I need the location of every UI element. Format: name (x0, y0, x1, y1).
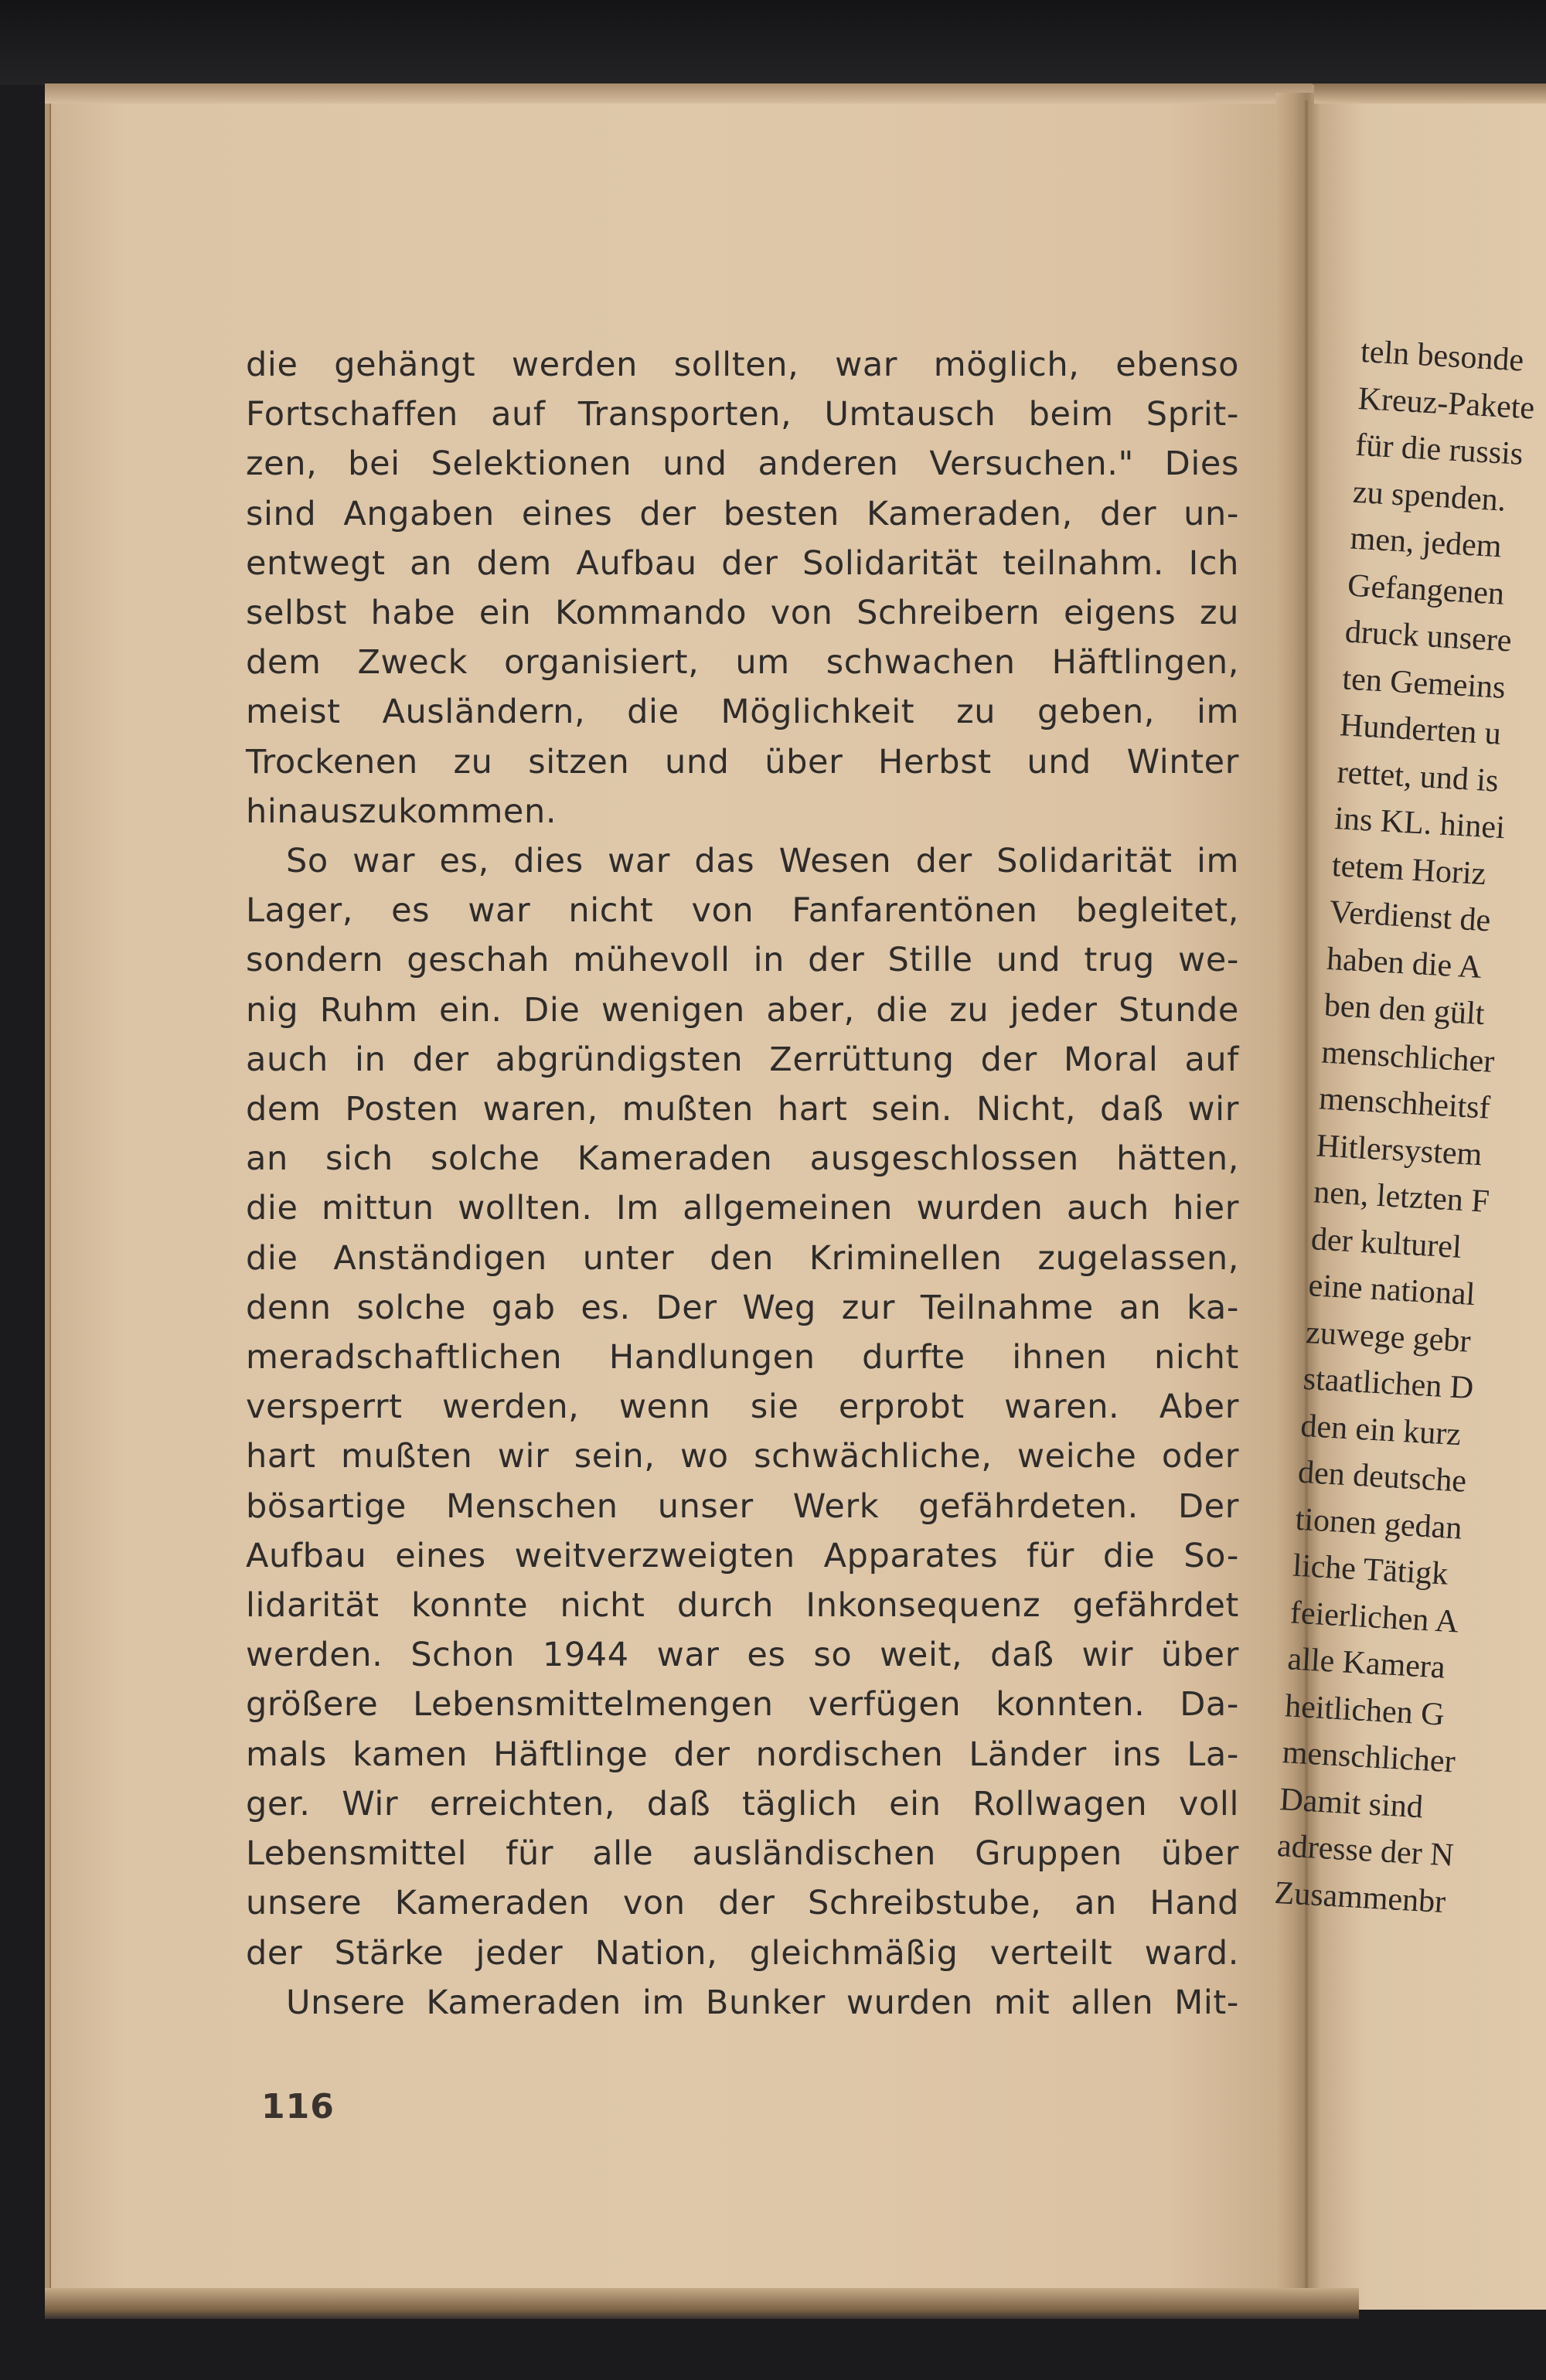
text-line: ten Gemeins (1341, 660, 1507, 706)
text-line: menschheitsf (1318, 1081, 1491, 1126)
text-line: für die russis (1354, 427, 1524, 472)
text-line: zu spenden. (1351, 474, 1507, 519)
text-line: Damit sind (1279, 1781, 1425, 1825)
text-line: werden. Schon 1944 war es so weit, daß wir über (246, 1636, 1239, 1675)
text-line: adresse der N (1275, 1827, 1455, 1874)
gutter-crease (1305, 100, 1308, 2296)
text-line: sondern geschah mühevoll in der Stille und trug we- (246, 941, 1239, 980)
text-line: zen, bei Selektionen und anderen Versuchen." Dies (246, 444, 1239, 484)
text-line: heitlichen G (1284, 1687, 1446, 1733)
book-bottom-edge (45, 2288, 1359, 2319)
text-line: feierlichen A (1289, 1594, 1460, 1640)
right-page-top-edge (1314, 83, 1546, 104)
text-line: alle Kamera (1286, 1641, 1446, 1686)
text-line: Gefangenen (1347, 567, 1506, 612)
left-page-top-edge (45, 83, 1313, 104)
text-line: So war es, dies war das Wesen der Solidarität im (286, 842, 1239, 881)
text-line: der kulturel (1309, 1221, 1463, 1265)
text-line: druck unsere (1343, 614, 1513, 659)
text-line: Fortschaffen auf Transporten, Umtausch beim Sprit- (246, 395, 1239, 434)
text-line: ben den gült (1323, 987, 1486, 1033)
text-line: selbst habe ein Kommando von Schreibern eigens zu (246, 594, 1239, 633)
text-line: denn solche gab es. Der Weg zur Teilnahme an ka- (246, 1288, 1239, 1327)
text-line: haben die A (1326, 941, 1483, 986)
left-page-text (246, 340, 1239, 2028)
text-line: entwegt an dem Aufbau der Solidarität teilnahm. Ich (246, 543, 1239, 583)
text-line: lidarität konnte nicht durch Inkonsequenz gefährdet (246, 1586, 1239, 1626)
text-line: der Stärke jeder Nation, gleichmäßig verteilt ward. (246, 1933, 1239, 1973)
text-line: die mittun wollten. Im allgemeinen wurden auch hier (246, 1189, 1239, 1228)
text-line: Aufbau eines weitverzweigten Apparates für die So- (246, 1536, 1239, 1575)
text-line: nig Ruhm ein. Die wenigen aber, die zu jeder Stunde (246, 990, 1239, 1030)
text-line: nen, letzten F (1313, 1174, 1490, 1220)
text-line: Hunderten u (1339, 707, 1503, 752)
text-line: hinauszukommen. (246, 792, 557, 831)
text-line: hart mußten wir sein, wo schwächliche, weiche oder (246, 1437, 1239, 1476)
text-line: bösartige Menschen unser Werk gefährdeten. Der (246, 1486, 1239, 1526)
text-line: eine national (1307, 1268, 1476, 1313)
text-line: teln besonde (1360, 333, 1525, 379)
text-line: Verdienst de (1328, 894, 1492, 939)
text-line: Kreuz-Pakete (1357, 380, 1536, 427)
text-line: die Anständigen unter den Kriminellen zugelassen, (246, 1238, 1239, 1278)
text-line: meist Ausländern, die Möglichkeit zu geben, im (246, 693, 1239, 732)
text-line: die gehängt werden sollten, war möglich, ebenso (246, 346, 1239, 384)
text-line: den deutsche (1296, 1454, 1468, 1500)
text-line: den ein kurz (1299, 1408, 1463, 1452)
text-line: menschlicher (1281, 1735, 1456, 1780)
text-line: men, jedem (1349, 520, 1503, 565)
text-line: versperrt werden, wenn sie erprobt waren. Aber (246, 1387, 1239, 1427)
text-line: tionen gedan (1294, 1501, 1463, 1547)
text-line: dem Zweck organisiert, um schwachen Häftlingen, (246, 643, 1239, 683)
text-line: sind Angaben eines der besten Kameraden, der un- (246, 494, 1239, 533)
text-line: Hitlersystem (1315, 1127, 1483, 1173)
text-line: Trockenen zu sitzen und über Herbst und Winter (246, 742, 1239, 781)
text-line: mals kamen Häftlinge der nordischen Länder ins La- (246, 1735, 1239, 1774)
text-line: auch in der abgründigsten Zerrüttung der Moral auf (246, 1040, 1239, 1079)
text-line: unsere Kameraden von der Schreibstube, an Hand (246, 1884, 1239, 1923)
text-line: an sich solche Kameraden ausgeschlossen hätten, (246, 1139, 1239, 1179)
text-line: zuwege gebr (1305, 1314, 1472, 1360)
text-line: meradschaftlichen Handlungen durfte ihnen nicht (246, 1338, 1239, 1377)
text-line: menschlicher (1320, 1034, 1496, 1080)
background-shadow (0, 0, 1546, 85)
text-line: ins KL. hinei (1333, 801, 1506, 846)
text-line: dem Posten waren, mußten hart sein. Nicht, daß wir (246, 1090, 1239, 1129)
text-line: rettet, und is (1336, 754, 1500, 799)
text-line: größere Lebensmittelmengen verfügen konnten. Da- (246, 1685, 1239, 1725)
text-line: Lebensmittel für alle ausländischen Gruppen über (246, 1834, 1239, 1874)
text-line: ger. Wir erreichten, daß täglich ein Rollwagen voll (246, 1784, 1239, 1823)
text-line: liche Tätigk (1292, 1548, 1449, 1592)
page-number: 116 (261, 2087, 335, 2126)
text-line: tetem Horiz (1330, 847, 1487, 892)
text-line: staatlichen D (1302, 1360, 1475, 1407)
text-line: Zusammenbr (1273, 1874, 1447, 1920)
text-line: Unsere Kameraden im Bunker wurden mit allen Mit- (286, 1983, 1239, 2022)
text-line: Lager, es war nicht von Fanfarentönen begleitet, (246, 891, 1239, 931)
